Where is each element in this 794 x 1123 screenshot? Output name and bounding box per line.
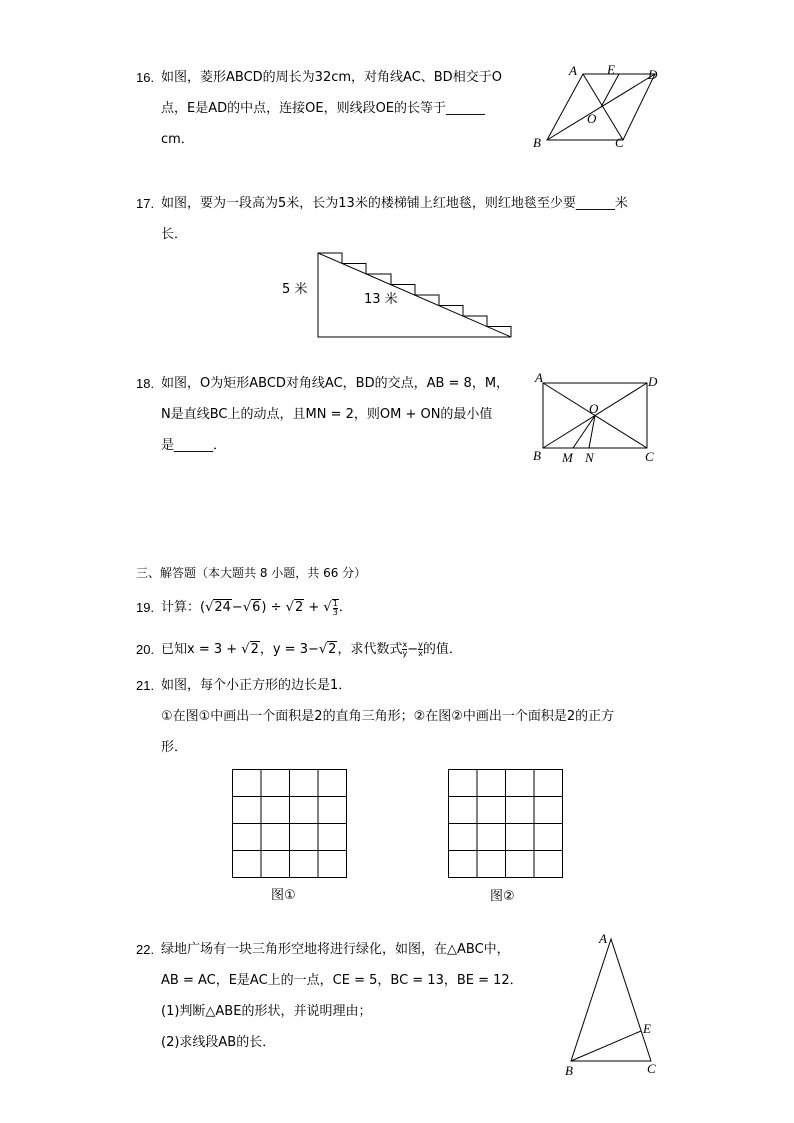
- q21-text-line2: ①在图①中画出一个面积是2的直角三角形；②在图②中画出一个面积是2的正方: [161, 709, 615, 724]
- q22-text-line1: 绿地广场有一块三角形空地将进行绿化，如图，在△ABC中，: [161, 942, 510, 957]
- label-b: B: [533, 135, 541, 150]
- label-e: E: [643, 1021, 651, 1036]
- q22-text-line4: (2)求线段AB的长．: [161, 1035, 276, 1050]
- grid-caption-2: 图②: [490, 889, 515, 904]
- label-d: D: [648, 374, 658, 389]
- section-title: 三、解答题（本大题共 8 小题，共 66 分）: [136, 566, 367, 580]
- q18-text-line2: N是直线BC上的动点，且MN = 2，则OM + ON的最小值: [161, 407, 493, 422]
- segment-be: [571, 1031, 641, 1061]
- staircase-figure: [270, 245, 520, 345]
- label-a: A: [569, 63, 577, 78]
- triangle-figure: [555, 925, 670, 1080]
- length-label: 13 米: [364, 292, 398, 307]
- label-d: D: [648, 67, 658, 82]
- label-a: A: [535, 370, 543, 385]
- q21-text-line1: 如图，每个小正方形的边长是1．: [161, 678, 352, 693]
- q17-number: 17.: [136, 196, 155, 211]
- q18-number: 18.: [136, 376, 155, 391]
- q16-text-line1: 如图，菱形ABCD的周长为32cm，对角线AC、BD相交于O: [161, 70, 502, 85]
- q22-number: 22.: [136, 942, 155, 957]
- label-m: M: [562, 450, 573, 465]
- q16-number: 16.: [136, 70, 155, 85]
- label-b: B: [533, 448, 541, 463]
- diagonal-ac: [583, 74, 623, 140]
- q16-text-line2: 点，E是AD的中点，连接OE，则线段OE的长等于______: [161, 101, 486, 116]
- grid-caption-1: 图①: [271, 888, 296, 903]
- label-e: E: [607, 62, 615, 77]
- q19-expression: 计算：(√24−√6) ÷ √2 + √ $\frac{1}{3}$ ．: [161, 598, 352, 617]
- label-c: C: [615, 135, 624, 150]
- q16-text-line3: cm．: [161, 132, 194, 147]
- label-a: A: [599, 931, 607, 946]
- label-n: N: [585, 450, 594, 465]
- q22-text-line2: AB = AC，E是AC上的一点，CE = 5，BC = 13，BE = 12．: [161, 973, 523, 988]
- q21-text-line3: 形．: [161, 740, 188, 755]
- rectangle-figure: [525, 368, 665, 468]
- rhombus-figure: [525, 60, 665, 155]
- triangle-abc: [571, 939, 651, 1061]
- label-o: O: [587, 111, 597, 126]
- q19-number: 19.: [136, 600, 155, 615]
- height-label: 5 米: [282, 282, 308, 297]
- q21-number: 21.: [136, 678, 155, 693]
- label-c: C: [647, 1061, 656, 1076]
- label-c: C: [645, 449, 654, 464]
- q18-text-line3: 是______．: [161, 438, 227, 453]
- grid-figure-1: [230, 768, 350, 880]
- q17-text-line2: 长．: [161, 227, 188, 242]
- label-o: O: [589, 401, 599, 416]
- q20-text: 已知x = 3 + √2，y = 3−√2，求代数式 $\frac{x}{y}$ − $\frac{y}{x}$ 的值．: [161, 640, 462, 658]
- grid-figure-2: [446, 768, 566, 880]
- q18-text-line1: 如图，O为矩形ABCD对角线AC，BD的交点，AB = 8，M，: [161, 376, 510, 391]
- q22-text-line3: (1)判断△ABE的形状，并说明理由；: [161, 1004, 372, 1019]
- q20-number: 20.: [136, 642, 155, 657]
- label-b: B: [565, 1063, 573, 1078]
- q17-text-line1: 如图，要为一段高为5米，长为13米的楼梯铺上红地毯，则红地毯至少要______米: [161, 196, 628, 211]
